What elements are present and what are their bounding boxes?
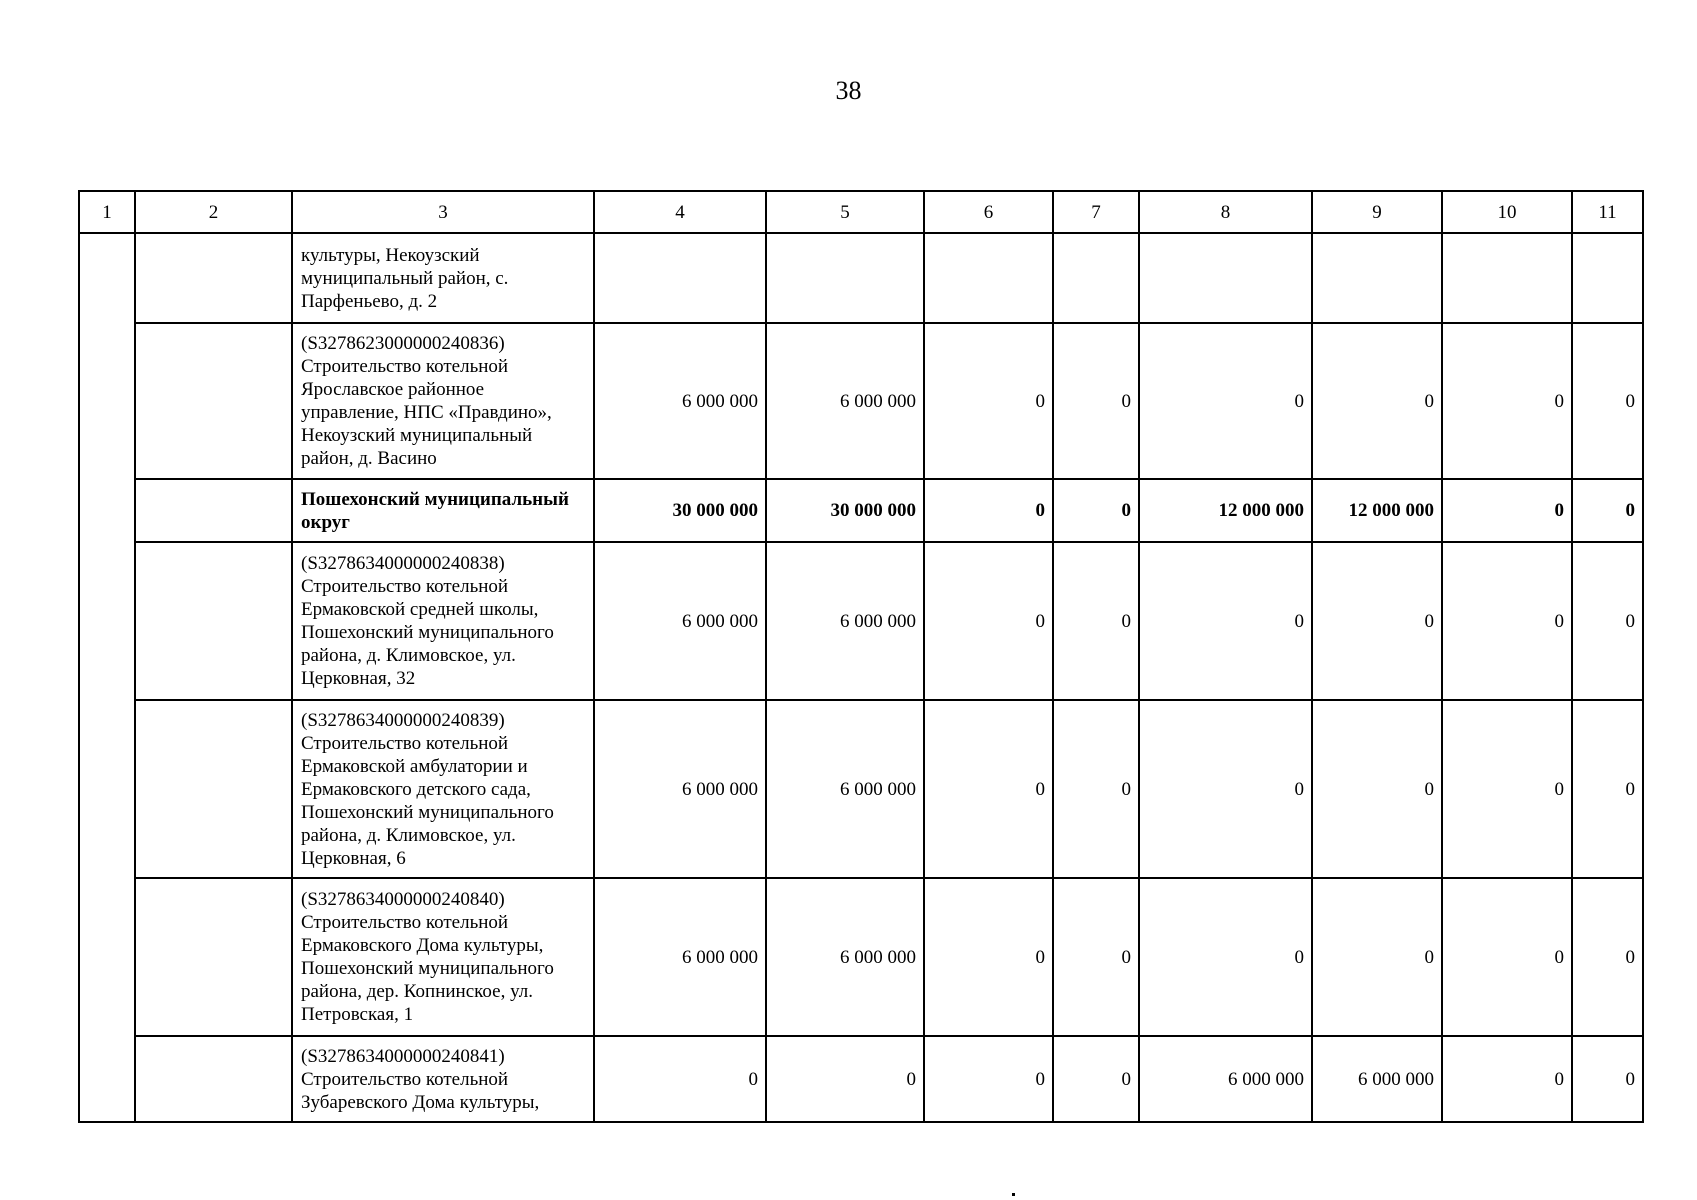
column-header: 6 [924, 191, 1053, 233]
value-cell: 0 [1139, 542, 1312, 700]
object-description: (S3278634000000240838) Строительство котельной Ермаковской средней школы, Пошехонский муниципального района, д. Климовское, ул. Церковная, 32 [292, 542, 594, 700]
value-cell [1572, 233, 1643, 323]
value-cell: 6 000 000 [766, 542, 924, 700]
value-cell: 0 [1312, 323, 1442, 479]
value-cell: 0 [1572, 323, 1643, 479]
code-cell [135, 700, 292, 878]
value-cell: 30 000 000 [594, 479, 766, 542]
value-cell: 6 000 000 [1312, 1036, 1442, 1122]
value-cell: 0 [1572, 1036, 1643, 1122]
value-cell: 0 [1572, 700, 1643, 878]
value-cell [1139, 233, 1312, 323]
column-header: 8 [1139, 191, 1312, 233]
value-cell: 0 [1442, 1036, 1572, 1122]
subtotal-row [79, 479, 1643, 542]
code-cell [135, 323, 292, 479]
value-cell: 0 [1053, 542, 1139, 700]
value-cell: 0 [1442, 878, 1572, 1036]
column-header: 11 [1572, 191, 1643, 233]
district-name: Пошехонский муниципальный округ [292, 479, 594, 542]
table-row [79, 323, 1643, 479]
value-cell: 6 000 000 [594, 700, 766, 878]
value-cell: 0 [1053, 700, 1139, 878]
value-cell: 0 [1312, 700, 1442, 878]
table-row [79, 233, 1643, 323]
value-cell [1053, 233, 1139, 323]
budget-table [78, 190, 1644, 1123]
value-cell [766, 233, 924, 323]
column-header: 2 [135, 191, 292, 233]
value-cell: 12 000 000 [1139, 479, 1312, 542]
value-cell: 0 [924, 542, 1053, 700]
object-description: (S3278634000000240841) Строительство котельной Зубаревского Дома культуры, [292, 1036, 594, 1122]
value-cell: 0 [1053, 323, 1139, 479]
value-cell: 0 [1572, 479, 1643, 542]
value-cell: 0 [924, 1036, 1053, 1122]
code-cell [135, 878, 292, 1036]
column-header: 1 [79, 191, 135, 233]
value-cell: 0 [1572, 542, 1643, 700]
code-cell [135, 1036, 292, 1122]
object-description: культуры, Некоузский муниципальный район, с. Парфеньево, д. 2 [292, 233, 594, 323]
object-description: (S3278623000000240836) Строительство котельной Ярославское районное управление, НПС «Правдино», Некоузский муниципальный район, д. Васино [292, 323, 594, 479]
value-cell: 0 [1053, 479, 1139, 542]
value-cell: 0 [1139, 700, 1312, 878]
value-cell: 6 000 000 [1139, 1036, 1312, 1122]
column-header: 7 [1053, 191, 1139, 233]
value-cell: 0 [1442, 479, 1572, 542]
value-cell: 0 [1139, 878, 1312, 1036]
value-cell: 0 [1053, 1036, 1139, 1122]
value-cell: 0 [1312, 542, 1442, 700]
value-cell: 0 [1442, 542, 1572, 700]
value-cell: 0 [1442, 323, 1572, 479]
value-cell: 6 000 000 [594, 542, 766, 700]
value-cell: 0 [766, 1036, 924, 1122]
value-cell: 0 [924, 479, 1053, 542]
value-cell: 6 000 000 [594, 323, 766, 479]
value-cell: 0 [1312, 878, 1442, 1036]
table-row [79, 1036, 1643, 1122]
value-cell: 0 [924, 323, 1053, 479]
scan-dot [1012, 1193, 1015, 1196]
value-cell: 6 000 000 [766, 700, 924, 878]
column-header: 5 [766, 191, 924, 233]
value-cell [1442, 233, 1572, 323]
code-cell [135, 542, 292, 700]
column-header: 9 [1312, 191, 1442, 233]
value-cell: 6 000 000 [766, 323, 924, 479]
value-cell: 0 [594, 1036, 766, 1122]
value-cell: 30 000 000 [766, 479, 924, 542]
object-description: (S3278634000000240839) Строительство котельной Ермаковской амбулатории и Ермаковского детского сада, Пошехонский муниципального района, д. Климовское, ул. Церковная, 6 [292, 700, 594, 878]
value-cell: 0 [1572, 878, 1643, 1036]
table-row [79, 700, 1643, 878]
value-cell: 6 000 000 [766, 878, 924, 1036]
value-cell [594, 233, 766, 323]
value-cell: 6 000 000 [594, 878, 766, 1036]
value-cell: 0 [1442, 700, 1572, 878]
value-cell: 12 000 000 [1312, 479, 1442, 542]
column-header: 10 [1442, 191, 1572, 233]
value-cell: 0 [924, 878, 1053, 1036]
table-row [79, 542, 1643, 700]
value-cell: 0 [1139, 323, 1312, 479]
column-header: 3 [292, 191, 594, 233]
value-cell [924, 233, 1053, 323]
object-description: (S3278634000000240840) Строительство котельной Ермаковского Дома культуры, Пошехонский муниципального района, дер. Копнинское, ул. Петровская, 1 [292, 878, 594, 1036]
value-cell: 0 [924, 700, 1053, 878]
value-cell: 0 [1053, 878, 1139, 1036]
header-row [79, 191, 1643, 233]
column-header: 4 [594, 191, 766, 233]
code-cell [135, 479, 292, 542]
code-cell [135, 233, 292, 323]
page-number: 38 [835, 76, 862, 105]
row-number-cell [79, 233, 135, 1122]
value-cell [1312, 233, 1442, 323]
table-row [79, 878, 1643, 1036]
